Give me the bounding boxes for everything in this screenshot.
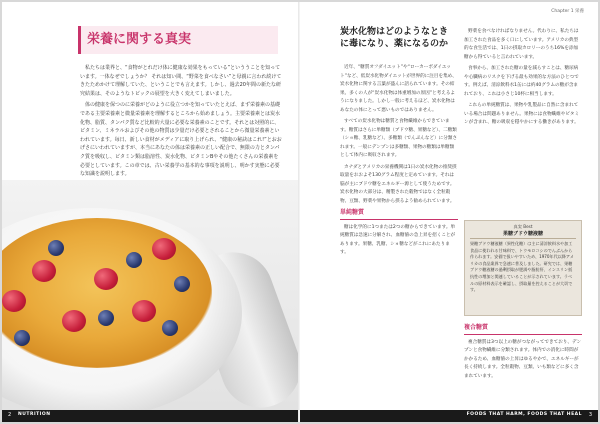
blueberry [98, 310, 114, 326]
intro-paragraph-1: 私たちは業界と、“食物がとれだけ体に健康な効果をもっている”といううことを知っています。一体なぜでしょうか？ それは知い間、“野菜を食べなさい”と母親に言われ続けてきたためかけて理解していた、ということでも言えます。しかし、過去20年間の新たな研究結果は、そのようなトピックの展望を大きく変えてしまいました。 [80, 65, 282, 97]
body-paragraph: 糖は化学的に1つまたは2つの糖からできています。単純糖質は急速に分解され、血糖値の急上昇を招くことがあります。果糖、乳糖、ショ糖などがこれにあたります。 [340, 224, 456, 255]
chapter-label: Chapter 1 栄養 [551, 9, 584, 14]
blueberry [162, 320, 178, 336]
blueberry [126, 252, 142, 268]
body-paragraph: 野菜を食べなければなりません。代わりに、私たちは加工された食品を多く口にしています。アメリカの典型的な食生活では、1日の摂取カロリーのうち16%を添加糖から得ていると言われています。 [464, 29, 579, 60]
sidebar-box [464, 220, 582, 316]
magazine-spread [2, 2, 598, 422]
page-number-left: 2 [8, 412, 12, 418]
intro-text [80, 64, 282, 182]
right-page [300, 2, 598, 422]
footer-section-label: NUTRITION [18, 412, 51, 417]
title-block [78, 26, 278, 54]
raspberry [152, 238, 176, 260]
left-page [2, 2, 300, 422]
cereal-bowl-photo [2, 180, 300, 410]
body-paragraph: 複合糖質は3つ以上の糖がつながってできており、デンプンと食物繊維に分類されます。体内での消化に時間がかかるため、血糖値の上昇はゆるやかで、エネルギーが長く持続します。全粒穀物、豆類、いも類などに多く含まれています。 [464, 339, 582, 379]
raspberry [2, 290, 26, 312]
footer-left [2, 410, 300, 422]
footer-right [300, 410, 598, 422]
column-2 [464, 28, 582, 131]
sidebar-title: 果糖ブドウ糖液糖 [470, 230, 576, 239]
section-title: 炭水化物はどのようなときに毒になり、薬になるのか [340, 27, 449, 49]
blueberry [48, 240, 64, 256]
footer-book-title: FOODS THAT HARM, FOODS THAT HEAL [466, 412, 582, 417]
body-paragraph: すべての炭水化物は糖質と食物繊維からできています。糖質はさらに単糖類（ブドウ糖、果糖など）、二糖類（ショ糖、乳糖など）、多糖類（でんぷんなど）に分類されます。一般にデンプンは多糖類、果物の糖類は単糖類として体内に吸収されます。 [340, 119, 458, 158]
raspberry [94, 268, 118, 290]
sidebar-label: 真実 Best [513, 224, 533, 229]
intro-paragraph-2: 体の健康を保つのに栄養がどのように役立つかを知っていたとえば、まず栄養素の基礎である主要栄養素と微量栄養素を理解するところから始めましょう。主要栄養素とは炭水化物、脂質、タンパク質など比較的大量に必要な栄養素のことです。それとは対照的に、ビタミン、ミネラルおよびその他の物質は少量だけ必要とされることから微量栄養素といわれています。毎日、新しい食材がメディアに取り上げられ、“健康の秘訣はこれ!”とおおげさにいわれていますが、本当にあなたの体は栄養素の正しい配合で、無限の力とタンパク質を吸収し、ビタミン類は脂溶性、炭水化物、ビタミンBやその他たくさんの栄養素を必要としています。この章では、古い栄養学の基本的な事項を説明し、明かす実態に必要な知識を説明します。 [80, 102, 282, 178]
subhead-complex-carbs: 複合糖質 [464, 324, 582, 335]
raspberry [32, 260, 56, 282]
raspberry [62, 310, 86, 332]
page-number-right: 3 [588, 412, 592, 418]
blueberry [174, 276, 190, 292]
body-paragraph: 近年、“糖質オフダイエット”や“ローカーボダイエット”など、低炭水化物ダイエットが世界的に注目を集め、炭水化物に関する言葉が盛んに語られています。その結果、多くの人が“炭水化物は体重増加の原因”と考えるようになりました。しかし一般に考えるほど、炭水化物はあなたの体にとって悪いものではありません。 [340, 65, 457, 113]
body-paragraph: これらの単純糖質は、果物や乳製品に自然に含まれている場合は問題ありません。果物には食物繊維やビタミンが含まれ、糖の吸収を穏やかにする働きがあります。 [464, 103, 580, 125]
column-2-bottom [464, 322, 582, 381]
blueberry [14, 330, 30, 346]
body-paragraph: 食事から、加工された糖の量を減らすことは、糖尿病や心臓病のリスクを下げる最も効果的な方法のひとつです。例えば、清涼飲料水1缶には約40グラムの糖が含まれており、これは小さじ10杯に相当します。 [464, 66, 579, 97]
subhead-simple-sugars: 単純糖質 [340, 209, 458, 220]
page-title: 栄養に関する真実 [87, 32, 192, 47]
raspberry [132, 300, 156, 322]
sidebar-body: 果糖ブドウ糖液糖（異性化糖）は主に清涼飲料水や加工食品に使われる甘味料で、トウモロコシのでんぷんから作られます。安価で扱いやすいため、1970年代以降アメリカの食品業界で急速に普及しました。研究では、果糖ブドウ糖液糖の過剰摂取が肥満や脂肪肝、インスリン抵抗性の増加と関連していることが示されています。ラベルの原材料表示を確認し、摂取量を控えることが大切です。 [470, 241, 574, 293]
body-paragraph: カナダとアメリカの栄養機関は1日の炭水化物の推奨摂取量をおおよそ130グラム程度と定めています。それは脳が主にブドウ糖をエネルギー源として使うためです。炭水化物の大部分は、精製された穀物ではなく全粒穀物、豆類、野菜や果物から摂るよう勧められています。 [340, 164, 457, 204]
column-1 [340, 64, 458, 261]
